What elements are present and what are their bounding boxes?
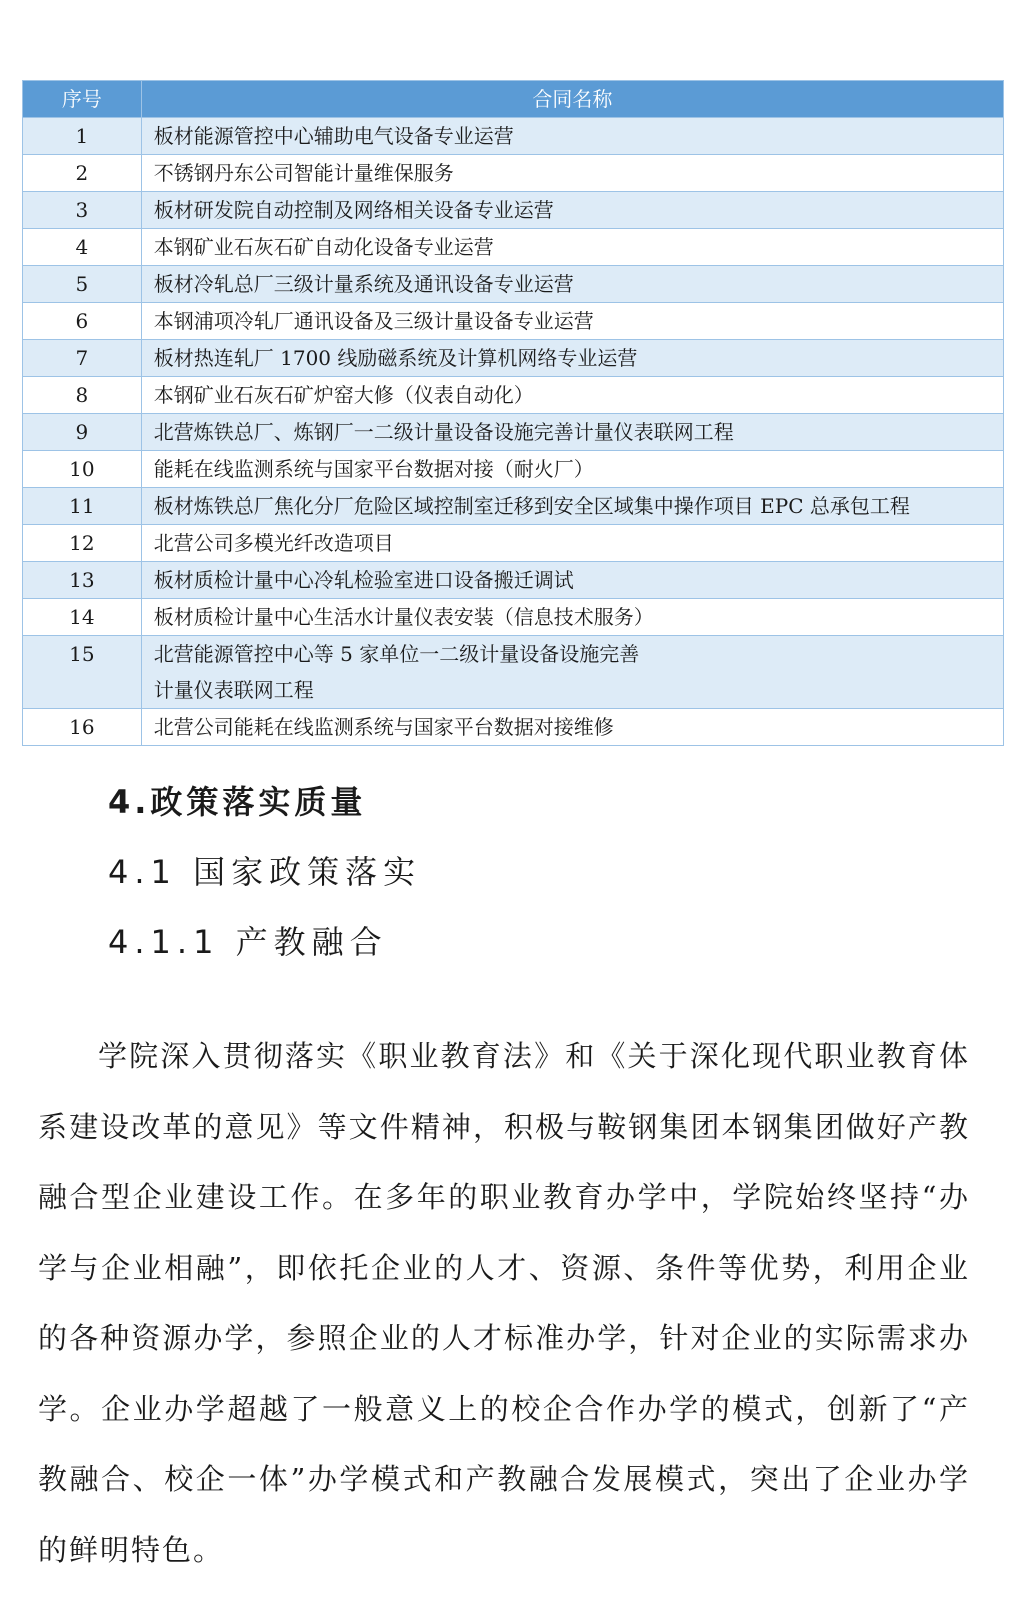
- contract-name: 北营公司多模光纤改造项目: [141, 525, 1003, 562]
- table-row: [23, 488, 1004, 525]
- table-row: [23, 525, 1004, 562]
- contract-name: 板材热连轧厂 1700 线励磁系统及计算机网络专业运营: [141, 340, 1003, 377]
- contract-name-line-1: 北营能源管控中心等 5 家单位一二级计量设备设施完善: [153, 642, 640, 666]
- row-number: 8: [23, 377, 142, 414]
- contract-name: 板材质检计量中心冷轧检验室进口设备搬迁调试: [141, 562, 1003, 599]
- row-number: 16: [23, 709, 142, 746]
- row-number: 11: [23, 488, 142, 525]
- table-row: [23, 414, 1004, 451]
- contract-name: 北营公司能耗在线监测系统与国家平台数据对接维修: [141, 709, 1003, 746]
- contract-name-multiline: [141, 636, 1003, 709]
- header-serial-number: 序号: [23, 81, 142, 118]
- contract-name: 不锈钢丹东公司智能计量维保服务: [141, 155, 1003, 192]
- row-number: 14: [23, 599, 142, 636]
- contract-name: 本钢矿业石灰石矿自动化设备专业运营: [141, 229, 1003, 266]
- row-number: 15: [23, 636, 142, 709]
- contract-name: 板材质检计量中心生活水计量仪表安装（信息技术服务）: [141, 599, 1003, 636]
- row-number: 4: [23, 229, 142, 266]
- table-row: [23, 155, 1004, 192]
- contract-name-line-2: 计量仪表联网工程: [153, 678, 314, 702]
- table-row: [23, 562, 1004, 599]
- row-number: 6: [23, 303, 142, 340]
- table-row: [23, 709, 1004, 746]
- contract-table: [22, 80, 1004, 746]
- section-heading-4-1: 4.1 国家政策落实: [108, 853, 422, 891]
- table-header-row: [23, 81, 1004, 118]
- row-number: 7: [23, 340, 142, 377]
- header-contract-name: 合同名称: [141, 81, 1003, 118]
- table-row: [23, 192, 1004, 229]
- section-heading-4-1-1: 4.1.1 产教融合: [108, 923, 388, 961]
- row-number: 5: [23, 266, 142, 303]
- table-row: [23, 118, 1004, 155]
- table-row: [23, 340, 1004, 377]
- contract-name: 板材炼铁总厂焦化分厂危险区域控制室迁移到安全区域集中操作项目 EPC 总承包工程: [141, 488, 1003, 525]
- contract-name: 板材冷轧总厂三级计量系统及通讯设备专业运营: [141, 266, 1003, 303]
- row-number: 9: [23, 414, 142, 451]
- row-number: 13: [23, 562, 142, 599]
- contract-name: 本钢浦项冷轧厂通讯设备及三级计量设备专业运营: [141, 303, 1003, 340]
- row-number: 3: [23, 192, 142, 229]
- row-number: 12: [23, 525, 142, 562]
- table-row: [23, 599, 1004, 636]
- row-number: 2: [23, 155, 142, 192]
- table-row: [23, 636, 1004, 709]
- table-row: [23, 303, 1004, 340]
- contract-name: 北营炼铁总厂、炼钢厂一二级计量设备设施完善计量仪表联网工程: [141, 414, 1003, 451]
- contract-name: 能耗在线监测系统与国家平台数据对接（耐火厂）: [141, 451, 1003, 488]
- table-row: [23, 266, 1004, 303]
- row-number: 10: [23, 451, 142, 488]
- table-row: [23, 451, 1004, 488]
- body-paragraph: 学院深入贯彻落实《职业教育法》和《关于深化现代职业教育体系建设改革的意见》等文件精神，积极与鞍钢集团本钢集团做好产教融合型企业建设工作。在多年的职业教育办学中，学院始终坚持“办学与企业相融”，即依托企业的人才、资源、条件等优势，利用企业的各种资源办学，参照企业的人才标准办学，针对企业的实际需求办学。企业办学超越了一般意义上的校企合作办学的模式，创新了“产教融合、校企一体”办学模式和产教融合发展模式，突出了企业办学的鲜明特色。: [38, 1039, 970, 1567]
- table-row: [23, 229, 1004, 266]
- contract-name: 本钢矿业石灰石矿炉窑大修（仪表自动化）: [141, 377, 1003, 414]
- table-row: [23, 377, 1004, 414]
- row-number: 1: [23, 118, 142, 155]
- contract-name: 板材研发院自动控制及网络相关设备专业运营: [141, 192, 1003, 229]
- contract-name: 板材能源管控中心辅助电气设备专业运营: [141, 118, 1003, 155]
- section-heading-4: 4.政策落实质量: [108, 783, 367, 821]
